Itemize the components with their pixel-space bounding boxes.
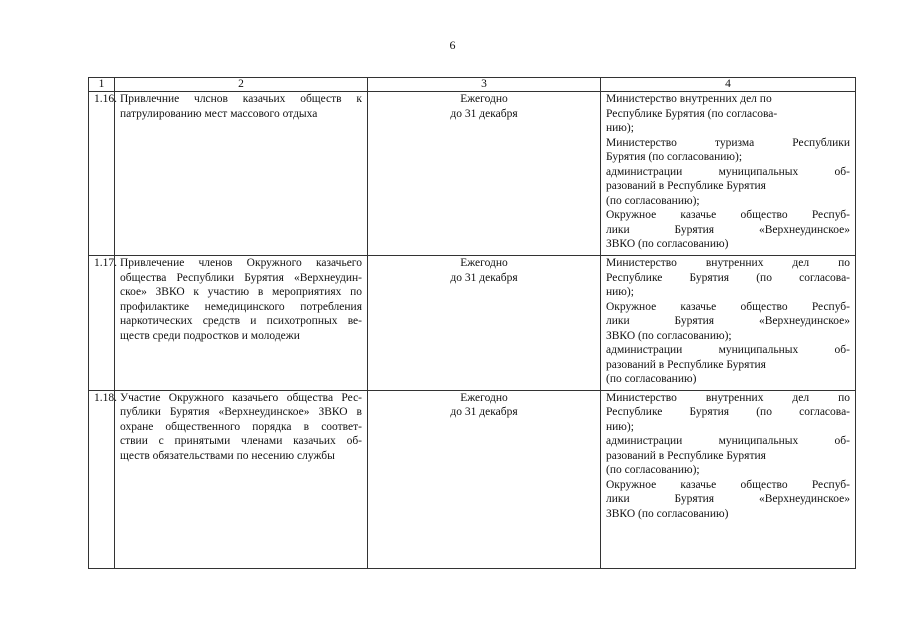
text-line: охране общественного порядка в соответ- [120, 420, 362, 433]
text-line: Министерство туризма Республики [606, 136, 850, 149]
text-line: Министерство внутренних дел по [606, 93, 772, 105]
text-line: Окружное казачье общество Респуб- [606, 478, 850, 491]
text-line: Бурятия (по согласованию); [606, 151, 743, 163]
text-line: Ежегодно [460, 93, 508, 105]
text-line: до 31 декабря [450, 406, 518, 419]
text-line: ЗВКО (по согласованию); [606, 329, 732, 342]
text-line: Ежегодно [460, 391, 508, 404]
text-line: Окружное казачье общество Респуб- [606, 300, 850, 313]
text-line: Министерство внутренних дел по [606, 257, 850, 270]
text-line: ществ среди подростков и молодежи [120, 329, 300, 342]
text-line: разований в Республике Бурятия [606, 180, 766, 192]
row-number: 1.17. [89, 256, 115, 390]
deadline-cell [368, 92, 601, 256]
table-row [89, 256, 856, 390]
text-line: ЗВКО (по согласованию) [606, 507, 729, 520]
text-line: Республике Бурятия (по согласова- [606, 406, 850, 419]
text-line: администрации муниципальных об- [606, 344, 850, 357]
agencies-cell [601, 256, 856, 390]
text-line: Республике Бурятия (по согласова- [606, 107, 778, 120]
agencies-cell [601, 390, 856, 568]
row-number: 1.18. [89, 390, 115, 568]
text-line: лики Бурятия «Верхнеудинское» [606, 493, 850, 506]
text-line: администрации муниципальных об- [606, 165, 850, 178]
text-line: Министерство внутренних дел по [606, 391, 850, 404]
row-number: 1.16. [89, 92, 115, 256]
deadline-cell [368, 256, 601, 390]
text-line: администрации муниципальных об- [606, 435, 850, 448]
table-row [89, 390, 856, 568]
text-line: Республике Бурятия (по согласова- [606, 271, 850, 284]
header-row [89, 78, 856, 92]
text-line: публики Бурятия «Верхнеудинское» ЗВКО в [120, 406, 362, 419]
text-line: Привлечение членов Окружного казачьего [120, 257, 362, 270]
text-line: общества Республики Бурятия «Верхнеудин- [120, 271, 362, 284]
text-line: (по согласованию); [606, 464, 700, 477]
text-line: ствии с принятыми членами казачьих об- [120, 435, 362, 448]
activity-cell [115, 256, 368, 390]
page-number: 6 [449, 38, 456, 52]
column-header-3: 3 [368, 78, 601, 92]
text-line: нию); [606, 122, 634, 134]
agencies-cell [601, 92, 856, 256]
text-line: патрулированию мест массового отдыха [120, 107, 318, 120]
column-header-4: 4 [601, 78, 856, 92]
text-line: нию); [606, 420, 634, 433]
text-line: разований в Республике Бурятия [606, 358, 766, 371]
text-line: лики Бурятия «Верхнеудинское» [606, 315, 850, 328]
text-line: до 31 декабря [450, 271, 518, 284]
text-line: наркотических средств и психотропных ве- [120, 315, 362, 328]
text-line: ское» ЗВКО к участию в мероприятиях по [120, 286, 362, 299]
text-line: (по согласованию); [606, 194, 700, 207]
text-line: нию); [606, 286, 634, 299]
table-row [89, 92, 856, 256]
text-line: (по согласованию) [606, 373, 697, 386]
column-header-2: 2 [115, 78, 368, 92]
text-line: Привлечние члснов казачьих обществ к [120, 93, 362, 105]
text-line: ществ обязательствами по несению службы [120, 449, 335, 462]
activity-cell [115, 92, 368, 256]
text-line: Ежегодно [460, 257, 508, 270]
text-line: лики Бурятия «Верхнеудинское» [606, 223, 850, 236]
deadline-cell [368, 390, 601, 568]
activity-cell [115, 390, 368, 568]
measures-table [88, 77, 856, 569]
text-line: профилактике немедицинского потребления [120, 300, 362, 313]
text-line: до 31 декабря [450, 107, 518, 120]
text-line: Окружное казачье общество Респуб- [606, 209, 850, 221]
text-line: Участие Окружного казачьего общества Рес- [120, 391, 362, 404]
text-line: разований в Республике Бурятия [606, 449, 766, 462]
column-header-1: 1 [89, 78, 115, 92]
text-line: ЗВКО (по согласованию) [606, 238, 729, 250]
